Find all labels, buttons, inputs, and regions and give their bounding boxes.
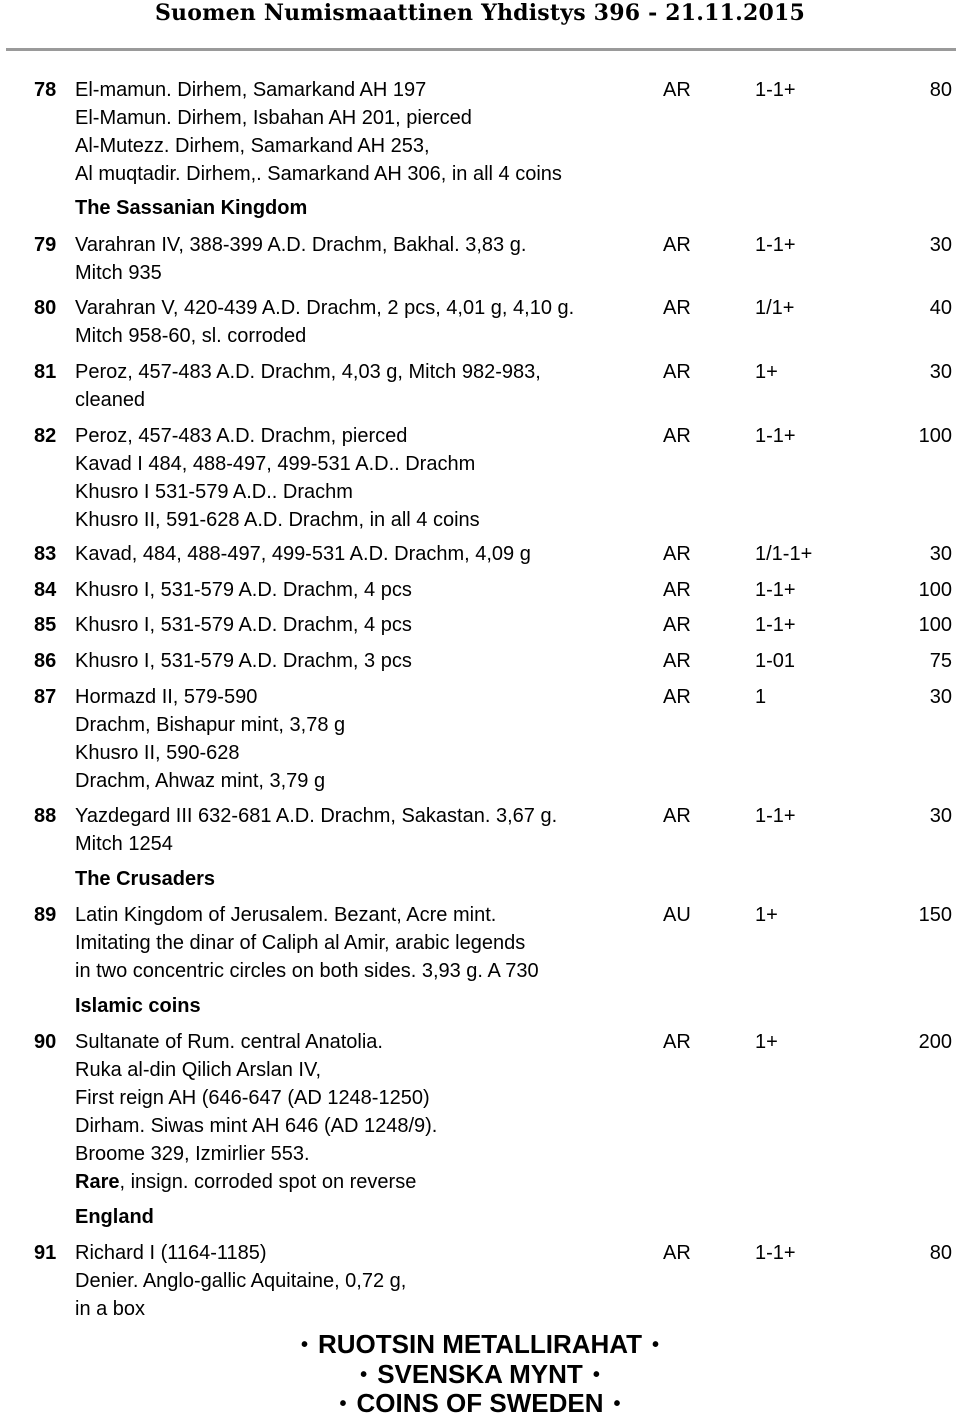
desc-line: El-Mamun. Dirhem, Isbahan AH 201, pierced [75,107,472,129]
lot-grade: 1-1+ [755,579,796,601]
lot-metal: AR [663,1242,691,1264]
lot-price: 30 [929,686,952,708]
lot-price: 80 [929,1242,952,1264]
lot-metal: AR [663,579,691,601]
desc-line: Kavad, 484, 488-497, 499-531 A.D. Drachm, 4,09 g [75,543,531,565]
desc-line: Latin Kingdom of Jerusalem. Bezant, Acre mint. [75,904,497,926]
lot-price: 75 [929,650,952,672]
lot-price: 100 [918,614,952,636]
lot-metal: AR [663,361,691,383]
lot-number: 83 [34,543,57,565]
footer-line [0,1329,960,1360]
footer-text: RUOTSIN METALLIRAHAT [318,1329,642,1359]
desc-line: Ruka al-din Qilich Arslan IV, [75,1059,322,1081]
desc-line: Imitating the dinar of Caliph al Amir, arabic legends [75,932,526,954]
lot-grade: 1-1+ [755,614,796,636]
lot-description [75,1239,650,1323]
footer-line [0,1359,960,1390]
desc-line-rest: , insign. corroded spot on reverse [119,1171,417,1193]
lot-grade: 1-1+ [755,425,796,447]
desc-line: El-mamun. Dirhem, Samarkand AH 197 [75,79,427,101]
footer-text: SVENSKA MYNT [377,1359,583,1389]
lot-number: 90 [34,1031,57,1053]
page-header: Suomen Numismaattinen Yhdistys 396 - 21.11.2015 [154,0,806,26]
desc-line: Drachm, Bishapur mint, 3,78 g [75,714,346,736]
lot-price: 30 [929,543,952,565]
lot-description [75,231,650,287]
footer-line [0,1388,960,1419]
rare-label: Rare [75,1171,120,1193]
lot-description [75,802,650,858]
lot-price: 150 [918,904,952,926]
desc-line [75,1168,650,1196]
desc-line: Mitch 935 [75,262,162,284]
lot-number: 91 [34,1242,57,1264]
lot-metal: AU [663,904,691,926]
lot-price: 200 [918,1031,952,1053]
lot-grade: 1/1-1+ [755,543,813,565]
desc-line: Varahran IV, 388-399 A.D. Drachm, Bakhal. 3,83 g. [75,234,527,256]
lot-price: 30 [929,361,952,383]
desc-line: cleaned [75,389,146,411]
lot-metal: AR [663,686,691,708]
lot-metal: AR [663,297,691,319]
lot-number: 78 [34,79,57,101]
lot-description [75,540,650,568]
desc-line: Denier. Anglo-gallic Aquitaine, 0,72 g, [75,1270,407,1292]
desc-line: Al muqtadir. Dirhem,. Samarkand AH 306, in all 4 coins [75,163,562,185]
lot-number: 88 [34,805,57,827]
lot-metal: AR [663,425,691,447]
lot-description [75,76,650,188]
lot-description [75,611,650,639]
lot-price: 80 [929,79,952,101]
lot-number: 86 [34,650,57,672]
header-rule [6,48,956,51]
lot-metal: AR [663,1031,691,1053]
lot-grade: 1-1+ [755,1242,796,1264]
lot-grade: 1+ [755,1031,778,1053]
section-title: The Crusaders [75,868,216,890]
lot-grade: 1-01 [755,650,796,672]
lot-number: 80 [34,297,57,319]
desc-line: Kavad I 484, 488-497, 499-531 A.D.. Drachm [75,453,476,475]
desc-line: Khusro I, 531-579 A.D. Drachm, 3 pcs [75,650,412,672]
desc-line: Mitch 1254 [75,833,173,855]
lot-description [75,683,650,795]
lot-grade: 1+ [755,904,778,926]
bullet-icon: • [300,1334,308,1356]
lot-description [75,358,650,414]
lot-description [75,901,650,985]
desc-line: Varahran V, 420-439 A.D. Drachm, 2 pcs, 4,01 g, 4,10 g. [75,297,575,319]
lot-description [75,647,650,675]
lot-number: 85 [34,614,57,636]
desc-line: First reign AH (646-647 (AD 1248-1250) [75,1087,430,1109]
lot-description [75,294,650,350]
lot-price: 40 [929,297,952,319]
lot-grade: 1+ [755,361,778,383]
desc-line: in a box [75,1298,146,1320]
lot-metal: AR [663,543,691,565]
lot-number: 79 [34,234,57,256]
desc-line: Peroz, 457-483 A.D. Drachm, 4,03 g, Mitch 982-983, [75,361,541,383]
lot-number: 81 [34,361,57,383]
desc-line: Mitch 958-60, sl. corroded [75,325,307,347]
desc-line: Broome 329, Izmirlier 553. [75,1143,310,1165]
section-title: The Sassanian Kingdom [75,197,308,219]
desc-line: in two concentric circles on both sides. 3,93 g. A 730 [75,960,539,982]
lot-grade: 1-1+ [755,79,796,101]
section-title: England [75,1206,154,1228]
lot-description [75,422,650,534]
desc-line: Peroz, 457-483 A.D. Drachm, pierced [75,425,408,447]
section-title: Islamic coins [75,995,201,1017]
lot-number: 89 [34,904,57,926]
bullet-icon: • [592,1364,600,1386]
lot-price: 30 [929,805,952,827]
bullet-icon: • [652,1334,660,1356]
bullet-icon: • [339,1393,347,1415]
lot-grade: 1/1+ [755,297,795,319]
lot-number: 87 [34,686,57,708]
desc-line: Khusro I, 531-579 A.D. Drachm, 4 pcs [75,579,412,601]
lot-price: 100 [918,579,952,601]
lot-metal: AR [663,650,691,672]
desc-line: Sultanate of Rum. central Anatolia. [75,1031,383,1053]
lot-grade: 1-1+ [755,805,796,827]
desc-line: Khusro II, 590-628 [75,742,240,764]
desc-line: Hormazd II, 579-590 [75,686,258,708]
lot-metal: AR [663,79,691,101]
lot-metal: AR [663,614,691,636]
lot-description [75,1028,650,1196]
lot-grade: 1-1+ [755,234,796,256]
lot-number: 84 [34,579,57,601]
lot-metal: AR [663,234,691,256]
lot-metal: AR [663,805,691,827]
lot-price: 100 [918,425,952,447]
bullet-icon: • [360,1364,368,1386]
lot-description [75,576,650,604]
footer-text: COINS OF SWEDEN [356,1388,604,1418]
lot-grade: 1 [755,686,767,708]
desc-line: Dirham. Siwas mint AH 646 (AD 1248/9). [75,1115,438,1137]
desc-line: Yazdegard III 632-681 A.D. Drachm, Sakastan. 3,67 g. [75,805,558,827]
desc-line: Khusro I, 531-579 A.D. Drachm, 4 pcs [75,614,412,636]
desc-line: Khusro II, 591-628 A.D. Drachm, in all 4 coins [75,509,480,531]
desc-line: Richard I (1164-1185) [75,1242,267,1264]
bullet-icon: • [613,1393,621,1415]
desc-line: Drachm, Ahwaz mint, 3,79 g [75,770,326,792]
lot-price: 30 [929,234,952,256]
lot-number: 82 [34,425,57,447]
desc-line: Khusro I 531-579 A.D.. Drachm [75,481,353,503]
desc-line: Al-Mutezz. Dirhem, Samarkand AH 253, [75,135,430,157]
